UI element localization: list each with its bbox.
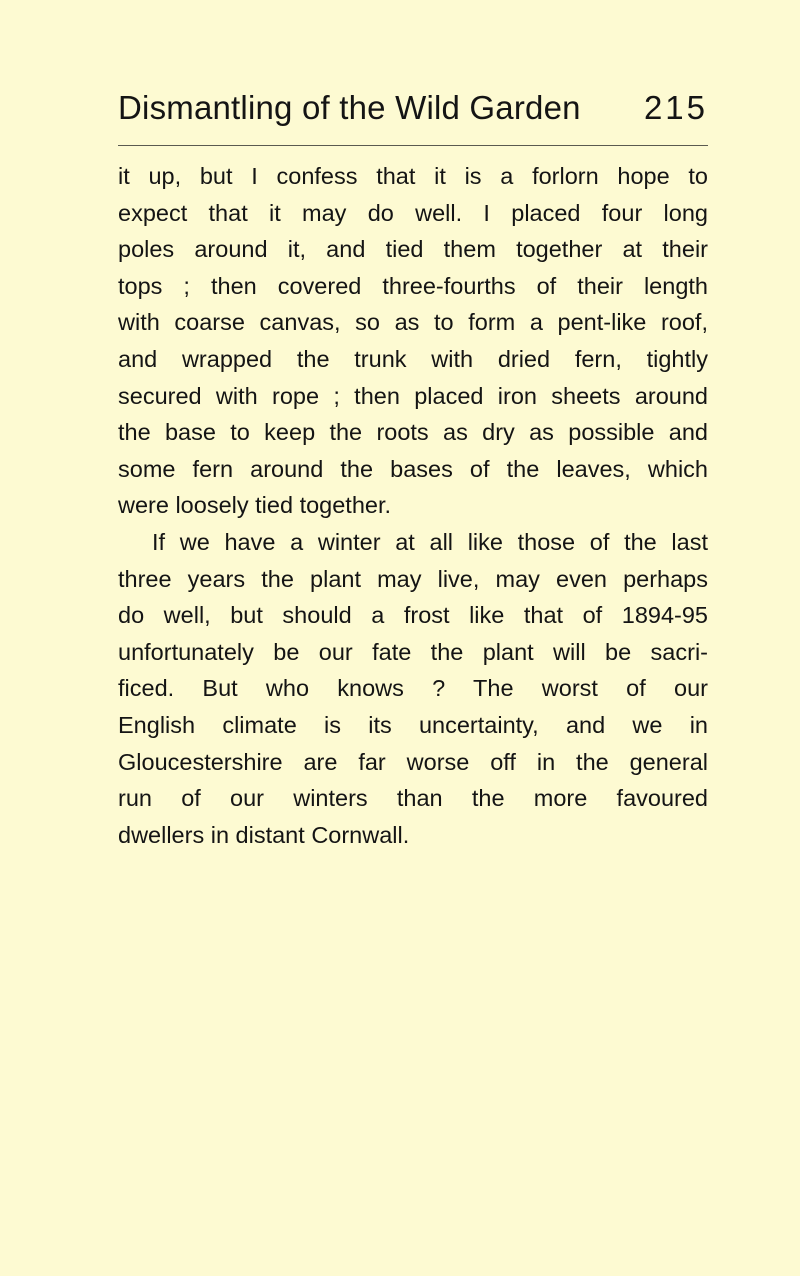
text-line: poles around it, and tied them together at their <box>118 236 708 263</box>
page-number: 215 <box>643 89 708 126</box>
text-line: unfortunately be our fate the plant will be sacri- <box>118 638 708 665</box>
running-head <box>118 88 708 138</box>
paragraph-2 <box>118 524 708 853</box>
text-line: the base to keep the roots as dry as possible and <box>118 419 708 446</box>
text-line: English climate is its uncertainty, and we in <box>118 711 708 738</box>
text-line: expect that it may do well. I placed four long <box>118 199 708 226</box>
text-line: three years the plant may live, may even perhaps <box>118 565 708 592</box>
text-line: do well, but should a frost like that of 1894-95 <box>118 602 708 629</box>
text-line: Gloucestershire are far worse off in the general <box>118 748 708 775</box>
text-line: If we have a winter at all like those of the last <box>152 528 708 555</box>
text-line: run of our winters than the more favoured <box>118 785 708 812</box>
text-line: and wrapped the trunk with dried fern, tightly <box>118 345 708 372</box>
text-line: ficed. But who knows ? The worst of our <box>118 675 708 702</box>
text-line: dwellers in distant Cornwall. <box>118 821 410 848</box>
header-rule <box>118 145 708 146</box>
text-line: it up, but I confess that it is a forlorn hope to <box>118 163 708 189</box>
running-title: Dismantling of the Wild Garden <box>118 89 581 126</box>
text-line: some fern around the bases of the leaves, which <box>118 455 708 482</box>
body-text <box>118 158 708 853</box>
text-line: with coarse canvas, so as to form a pent-like roof, <box>118 309 708 336</box>
paragraph-1 <box>118 158 708 524</box>
text-line: tops ; then covered three-fourths of their length <box>118 272 708 299</box>
text-line: were loosely tied together. <box>118 492 392 519</box>
text-line: secured with rope ; then placed iron sheets around <box>118 382 708 409</box>
